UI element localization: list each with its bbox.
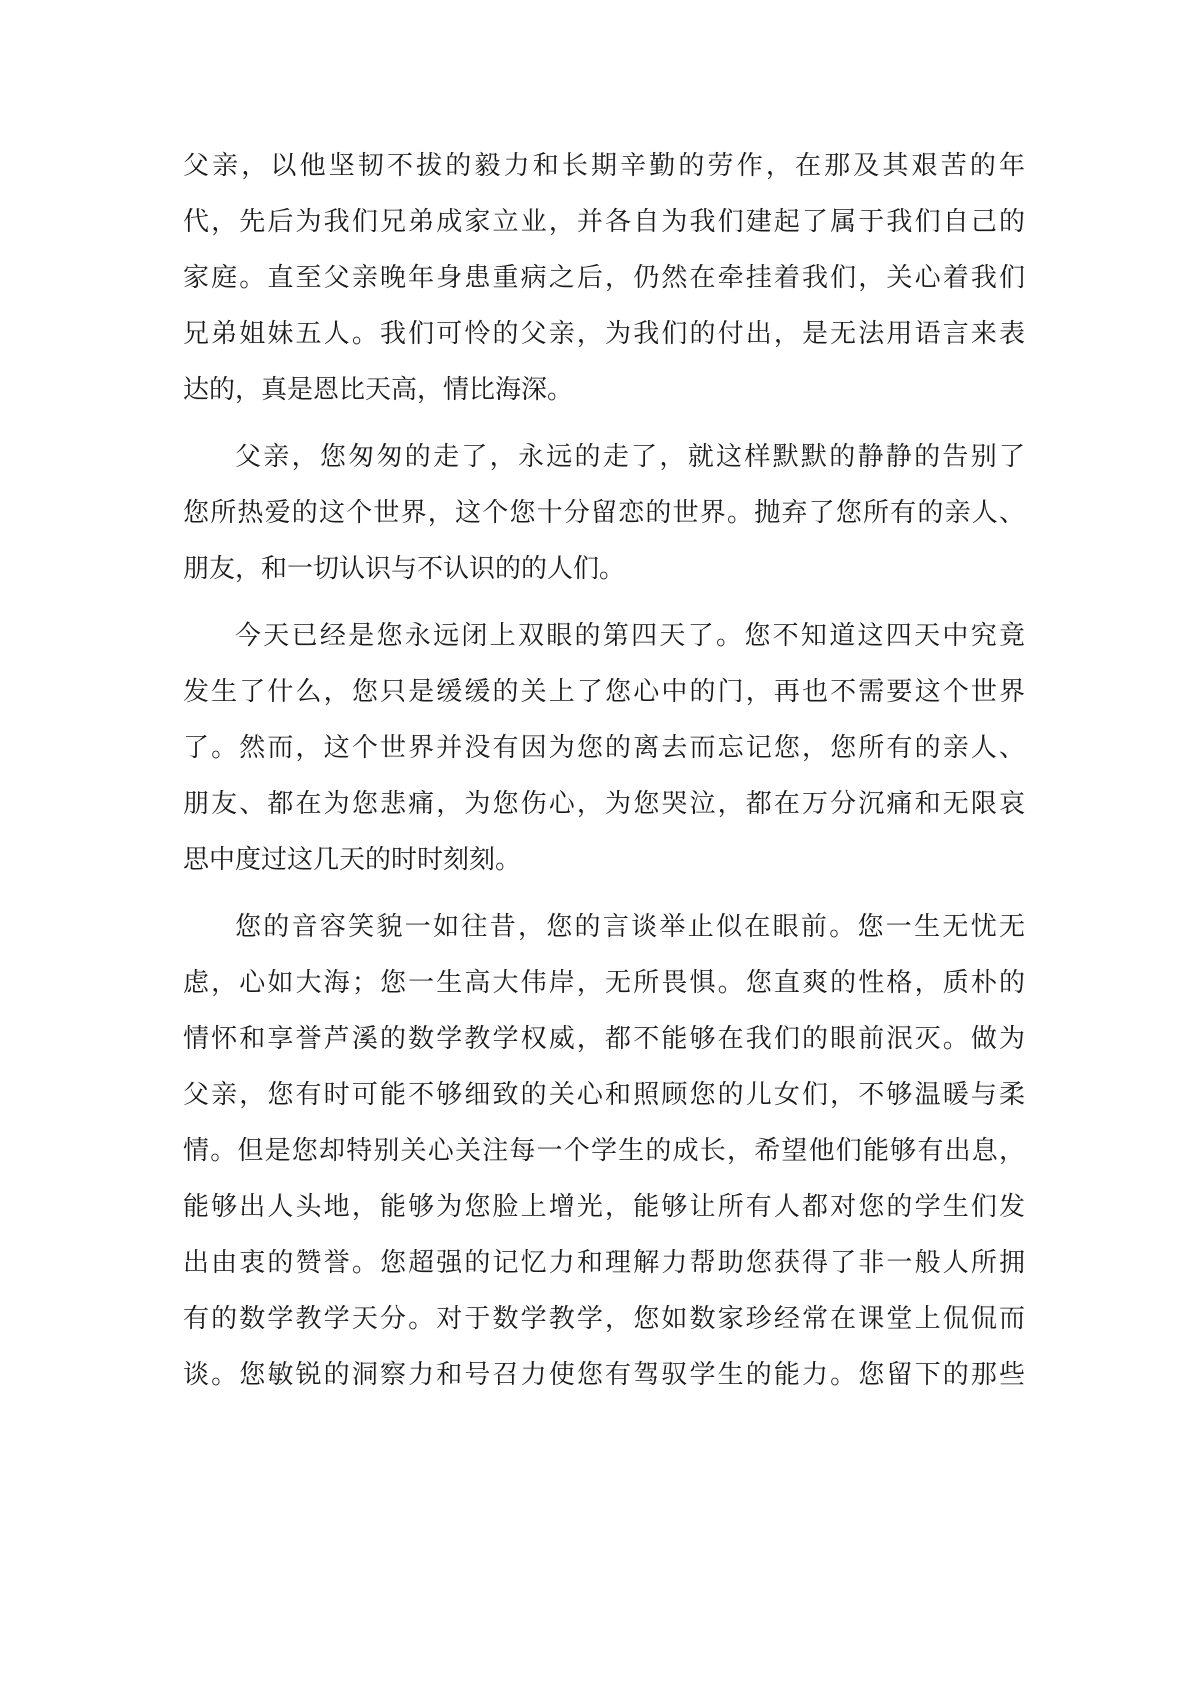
text-line: 虑，心如大海；您一生高大伟岸，无所畏惧。您直爽的性格，质朴的: [183, 968, 1025, 998]
text-line: 父亲，您匆匆的走了，永远的走了，就这样默默的静静的告别了: [235, 442, 1025, 472]
text-line: 发生了什么，您只是缓缓的关上了您心中的门，再也不需要这个世界: [183, 677, 1025, 707]
text-line: 家庭。直至父亲晚年身患重病之后，仍然在牵挂着我们，关心着我们: [183, 263, 1025, 293]
text-line: 有的数学教学天分。对于数学教学，您如数家珍经常在课堂上侃侃而: [183, 1304, 1025, 1334]
text-line: 代，先后为我们兄弟成家立业，并各自为我们建起了属于我们自己的: [183, 207, 1025, 237]
text-line: 了。然而，这个世界并没有因为您的离去而忘记您，您所有的亲人、: [183, 733, 1025, 763]
text-line: 兄弟姐妹五人。我们可怜的父亲，为我们的付出，是无法用语言来表: [183, 319, 1025, 349]
text-line: 您的音容笑貌一如往昔，您的言谈举止似在眼前。您一生无忧无: [235, 912, 1025, 942]
text-line: 父亲，您有时可能不够细致的关心和照顾您的儿女们，不够温暖与柔: [183, 1080, 1025, 1110]
text-line: 能够出人头地，能够为您脸上增光，能够让所有人都对您的学生们发: [183, 1192, 1025, 1222]
text-line: 达的，真是恩比天高，情比海深。: [183, 375, 574, 405]
text-line: 朋友、都在为您悲痛，为您伤心，为您哭泣，都在万分沉痛和无限哀: [183, 789, 1025, 819]
text-line: 谈。您敏锐的洞察力和号召力使您有驾驭学生的能力。您留下的那些: [183, 1360, 1025, 1390]
text-line: 情怀和享誉芦溪的数学教学权威，都不能够在我们的眼前泯灭。做为: [183, 1024, 1025, 1054]
text-line: 父亲，以他坚韧不拔的毅力和长期辛勤的劳作，在那及其艰苦的年: [183, 151, 1025, 181]
text-line: 出由衷的赞誉。您超强的记忆力和理解力帮助您获得了非一般人所拥: [183, 1248, 1025, 1278]
text-line: 朋友，和一切认识与不认识的的人们。: [183, 554, 626, 584]
text-line: 您所热爱的这个世界，这个您十分留恋的世界。抛弃了您所有的亲人、: [183, 498, 1025, 528]
text-line: 今天已经是您永远闭上双眼的第四天了。您不知道这四天中究竟: [235, 621, 1025, 651]
text-line: 情。但是您却特别关心关注每一个学生的成长，希望他们能够有出息，: [183, 1136, 1025, 1166]
text-line: 思中度过这几天的时时刻刻。: [183, 845, 522, 875]
